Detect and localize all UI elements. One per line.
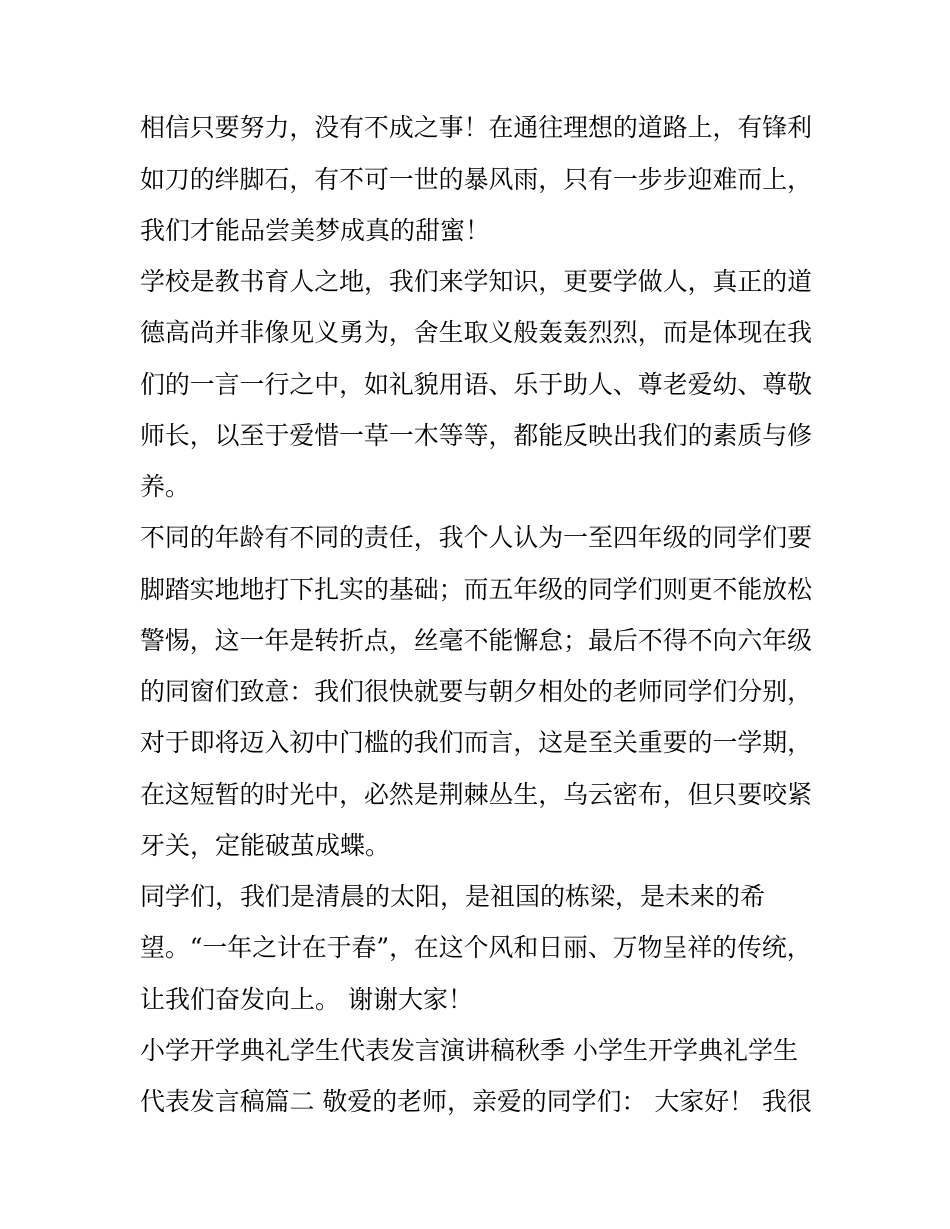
text-line: 德高尚并非像见义勇为，舍生取义般轰轰烈烈，而是体现在我 (140, 318, 813, 347)
text-line: 警惕，这一年是转折点，丝毫不能懈怠；最后不得不向六年级 (140, 626, 813, 655)
text-line: 代表发言稿篇二 敬爱的老师，亲爱的同学们： 大家好！ 我很 (140, 1087, 812, 1116)
text-line: 如刀的绊脚石，有不可一世的暴风雨，只有一步步迎难而上， (140, 165, 813, 194)
text-line: 让我们奋发向上。 谢谢大家！ (140, 985, 473, 1014)
text-line: 脚踏实地地打下扎实的基础；而五年级的同学们则更不能放松 (140, 575, 813, 604)
text-line: 们的一言一行之中，如礼貌用语、乐于助人、尊老爱幼、尊敬 (140, 370, 813, 399)
text-line: 的同窗们致意：我们很快就要与朝夕相处的老师同学们分别， (140, 677, 813, 706)
text-line: 不同的年龄有不同的责任，我个人认为一至四年级的同学们要 (140, 523, 813, 552)
text-line: 养。 (140, 472, 191, 501)
text-line: 同学们，我们是清晨的太阳，是祖国的栋梁，是未来的希 (140, 882, 766, 911)
text-line: 师长，以至于爱惜一草一木等等，都能反映出我们的素质与修 (140, 421, 813, 450)
text-line: 小学开学典礼学生代表发言演讲稿秋季 小学生开学典礼学生 (140, 1036, 798, 1065)
text-line: 相信只要努力，没有不成之事！在通往理想的道路上，有锋利 (140, 113, 813, 142)
text-line: 在这短暂的时光中，必然是荆棘丛生，乌云密布，但只要咬紧 (140, 780, 813, 809)
text-line: 牙关，定能破茧成蝶。 (140, 831, 391, 860)
text-line: 我们才能品尝美梦成真的甜蜜！ (140, 216, 491, 245)
text-line: 对于即将迈入初中门槛的我们而言，这是至关重要的一学期， (140, 728, 813, 757)
text-line: 望。“一年之计在于春”，在这个风和日丽、万物呈祥的传统， (140, 933, 812, 962)
text-line: 学校是教书育人之地，我们来学知识，更要学做人，真正的道 (140, 267, 813, 296)
